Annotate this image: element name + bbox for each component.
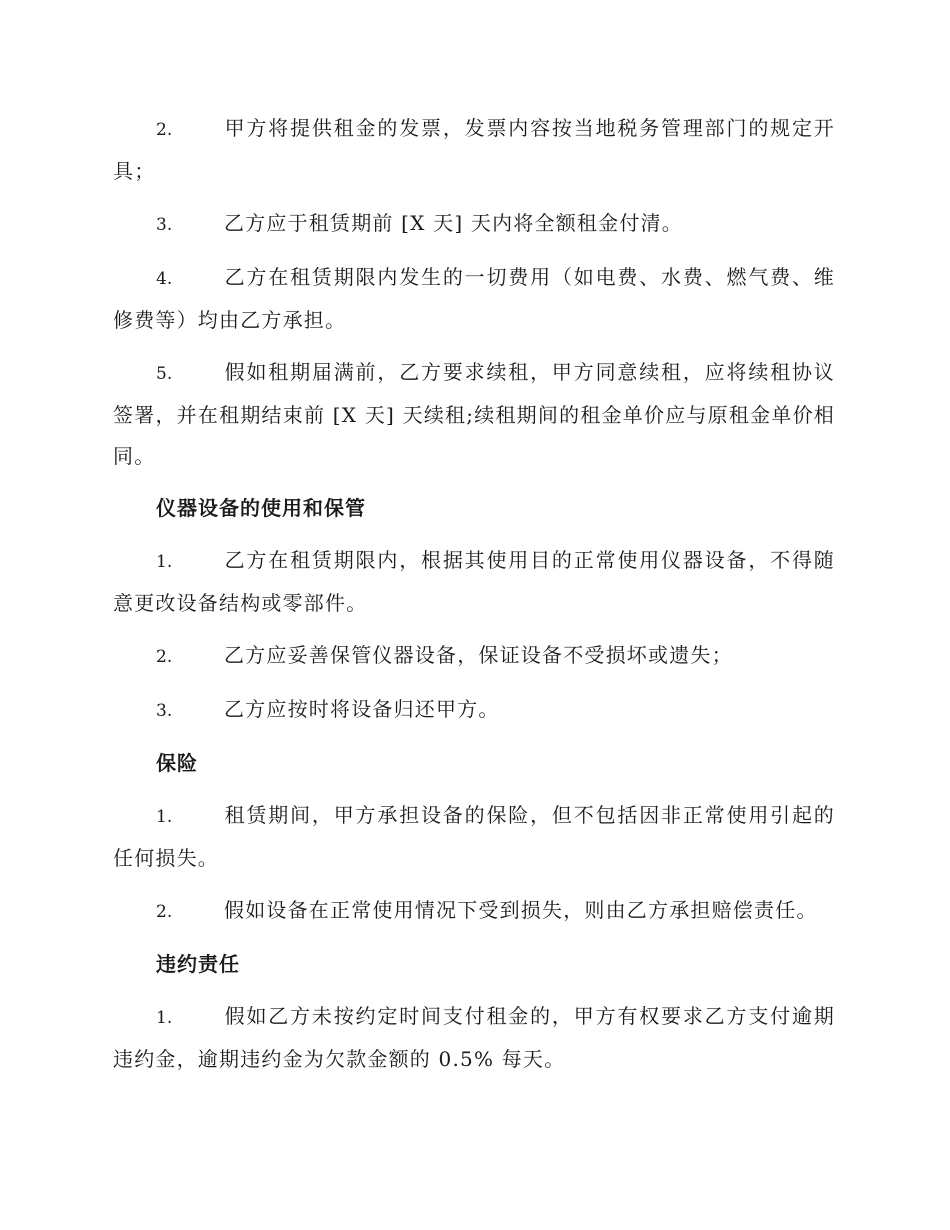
section-heading-breach: 违约责任	[156, 952, 240, 976]
clause-text: 甲方将提供租金的发票，发票内容按当地税务管理部门的规定开具；	[113, 116, 835, 183]
clause-text: 乙方应妥善保管仪器设备，保证设备不受损坏或遗失；	[224, 643, 733, 667]
clause-number: 5.	[156, 364, 173, 384]
clause-renewal	[113, 352, 835, 477]
clause-return	[113, 689, 835, 732]
clause-number: 1.	[156, 807, 173, 827]
section-heading-insurance: 保险	[156, 751, 198, 775]
document-body	[113, 108, 835, 1091]
clause-expenses	[113, 257, 835, 341]
clause-text: 乙方在租赁期限内，根据其使用目的正常使用仪器设备，不得随意更改设备结构或零部件。	[113, 548, 835, 615]
clause-number: 4.	[156, 269, 173, 289]
clause-text: 假如乙方未按约定时间支付租金的，甲方有权要求乙方支付逾期违约金，逾期违约金为欠款金额的 0.5% 每天。	[113, 1004, 835, 1071]
section-heading-equipment-use: 仪器设备的使用和保管	[156, 496, 366, 520]
clause-text: 乙方应按时将设备归还甲方。	[224, 697, 500, 721]
clause-payment-invoice	[113, 108, 835, 192]
clause-number: 1.	[156, 552, 173, 572]
clause-safekeeping	[113, 635, 835, 678]
clause-number: 2.	[156, 902, 173, 922]
clause-payment-deadline	[113, 203, 835, 246]
clause-normal-use	[113, 540, 835, 624]
clause-text: 假如租期届满前，乙方要求续租，甲方同意续租，应将续租协议签署，并在租期结束前 [X 天] 天续租;续租期间的租金单价应与原租金单价相同。	[113, 360, 835, 468]
clause-number: 1.	[156, 1008, 173, 1028]
clause-text: 租赁期间，甲方承担设备的保险，但不包括因非正常使用引起的任何损失。	[113, 803, 835, 870]
clause-insurance-coverage	[113, 795, 835, 879]
clause-number: 2.	[156, 120, 173, 140]
clause-text: 乙方应于租赁期前 [X 天] 天内将全额租金付清。	[224, 211, 683, 235]
clause-number: 2.	[156, 647, 173, 667]
clause-number: 3.	[156, 215, 173, 235]
clause-number: 3.	[156, 701, 173, 721]
clause-text: 乙方在租赁期限内发生的一切费用（如电费、水费、燃气费、维修费等）均由乙方承担。	[113, 265, 835, 332]
clause-damage-liability	[113, 890, 835, 933]
clause-text: 假如设备在正常使用情况下受到损失，则由乙方承担赔偿责任。	[224, 898, 818, 922]
clause-late-fee	[113, 996, 835, 1080]
